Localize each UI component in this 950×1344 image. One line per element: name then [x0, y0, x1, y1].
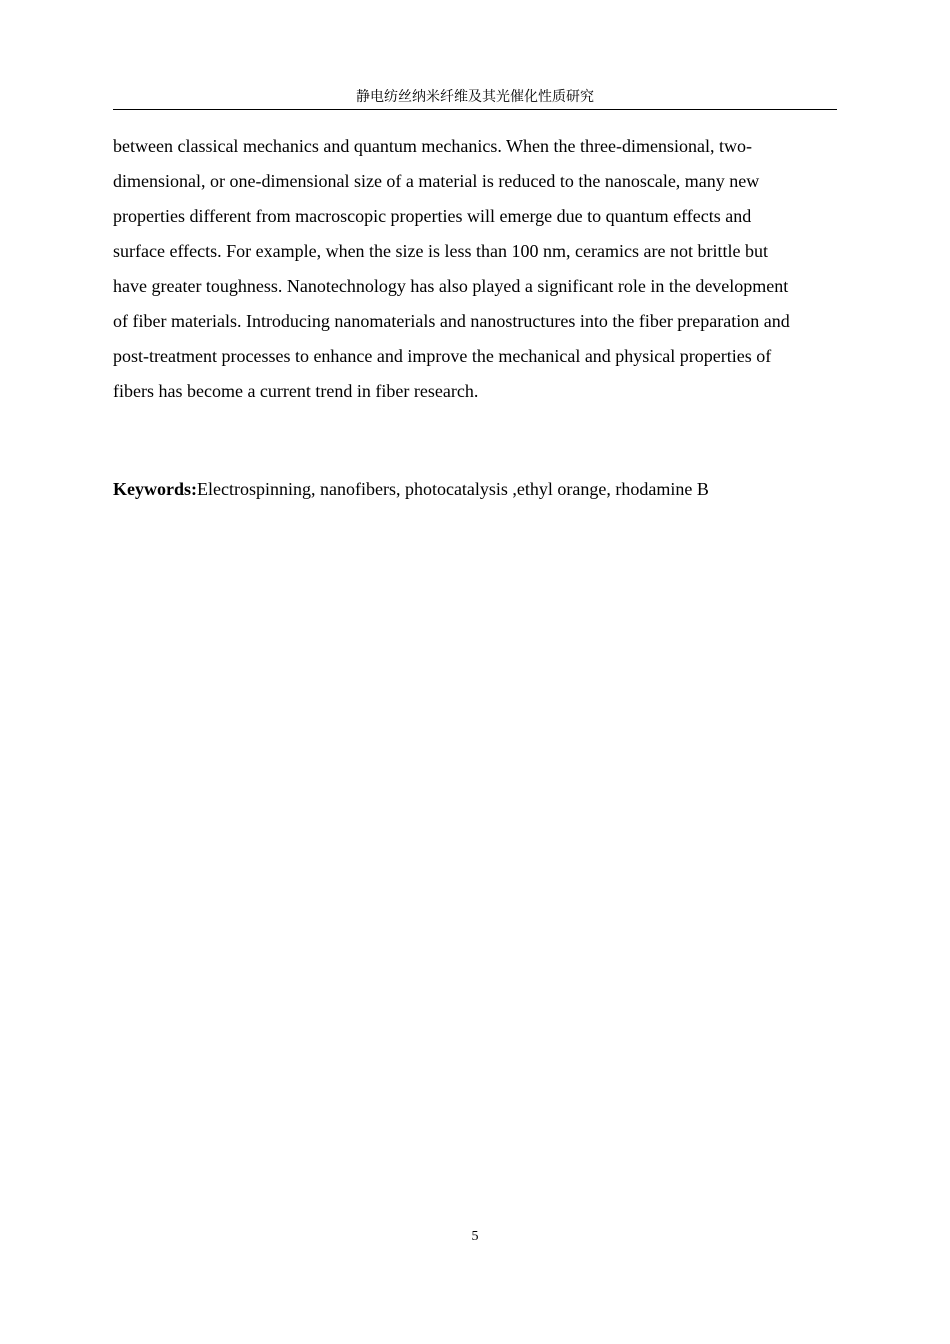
header-title: 静电纺丝纳米纤维及其光催化性质研究: [356, 89, 594, 105]
keywords-label: Keywords:: [113, 479, 197, 499]
keywords-value: Electrospinning, nanofibers, photocatalysis ,ethyl orange, rhodamine B: [197, 479, 709, 499]
page-header: [113, 87, 837, 110]
paragraph-line: have greater toughness. Nanotechnology has also played a significant role in the development: [113, 276, 789, 296]
paragraph-line: fibers has become a current trend in fiber research.: [113, 381, 479, 401]
page-number: 5: [471, 1229, 479, 1244]
paragraph-line: post-treatment processes to enhance and improve the mechanical and physical properties of: [113, 346, 772, 366]
paragraph-line: between classical mechanics and quantum mechanics. When the three-dimensional, two-: [113, 136, 752, 156]
paragraph-line: properties different from macroscopic properties will emerge due to quantum effects and: [113, 206, 752, 226]
abstract-paragraph: [113, 129, 837, 409]
keywords-line: [113, 472, 837, 507]
paragraph-line: surface effects. For example, when the size is less than 100 nm, ceramics are not brittle but: [113, 241, 768, 261]
paragraph-line: of fiber materials. Introducing nanomaterials and nanostructures into the fiber preparation and: [113, 311, 790, 331]
paragraph-line: dimensional, or one-dimensional size of a material is reduced to the nanoscale, many new: [113, 171, 760, 191]
